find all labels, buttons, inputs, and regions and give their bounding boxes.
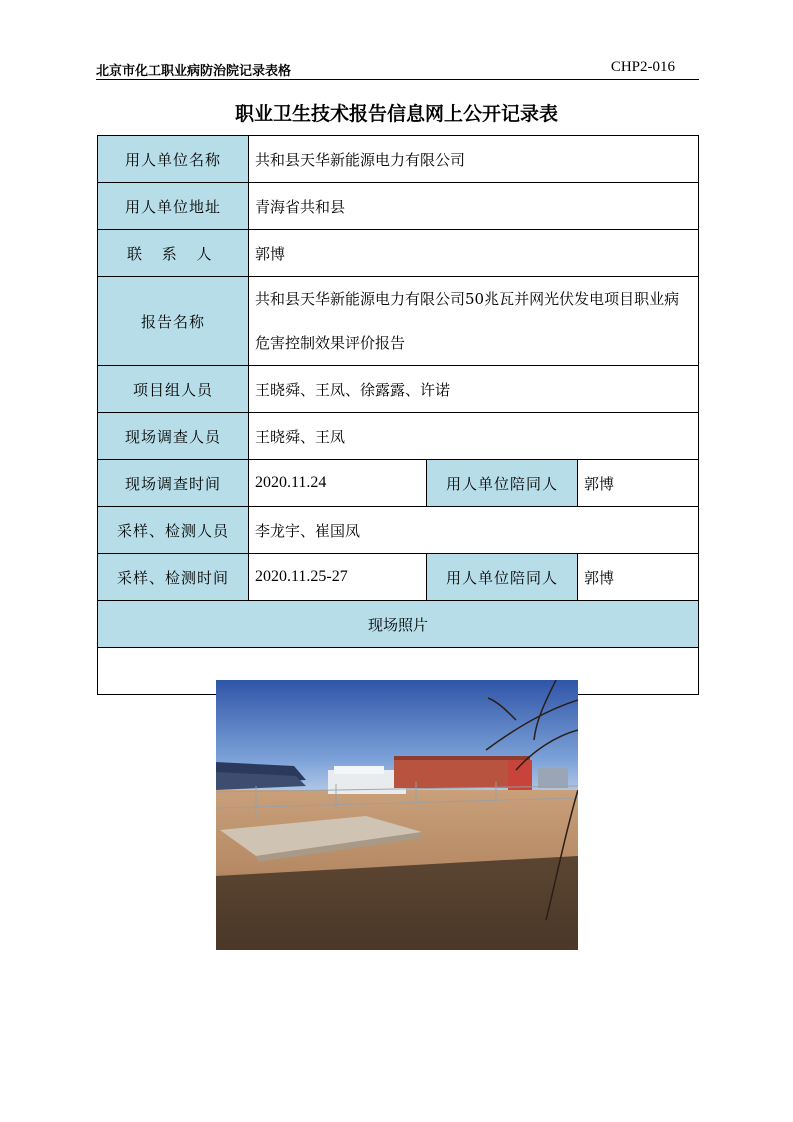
sampling-staff-label: 采样、检测人员 (98, 507, 249, 554)
row-employer-name (98, 136, 699, 183)
employer-address-label: 用人单位地址 (98, 183, 249, 230)
sampling-staff-value: 李龙宇、崔国凤 (249, 507, 699, 554)
photo-cell (98, 648, 699, 695)
site-survey-staff-label: 现场调查人员 (98, 413, 249, 460)
row-contact (98, 230, 699, 277)
project-members-value: 王晓舜、王凤、徐露露、许诺 (249, 366, 699, 413)
row-site-survey-time (98, 460, 699, 507)
site-escort-value-1: 郭博 (578, 460, 699, 507)
report-name-label: 报告名称 (98, 277, 249, 366)
row-employer-address (98, 183, 699, 230)
employer-name-value: 共和县天华新能源电力有限公司 (249, 136, 699, 183)
site-escort-value-2: 郭博 (578, 554, 699, 601)
row-sampling-time (98, 554, 699, 601)
employer-name-label: 用人单位名称 (98, 136, 249, 183)
report-name-value: 共和县天华新能源电力有限公司50兆瓦并网光伏发电项目职业病危害控制效果评价报告 (249, 277, 699, 366)
site-photo (216, 680, 578, 950)
row-site-survey-staff (98, 413, 699, 460)
header-divider (96, 79, 699, 80)
record-table (97, 135, 699, 695)
row-report-name (98, 277, 699, 366)
sampling-time-value: 2020.11.25-27 (249, 554, 427, 601)
form-code: CHP2-016 (610, 59, 675, 75)
contact-label: 联 系 人 (98, 230, 249, 277)
site-survey-time-value: 2020.11.24 (249, 460, 427, 507)
row-sampling-staff (98, 507, 699, 554)
employer-address-value: 青海省共和县 (249, 183, 699, 230)
row-photo-header (98, 601, 699, 648)
site-escort-label-2: 用人单位陪同人 (427, 554, 578, 601)
site-survey-time-label: 现场调查时间 (98, 460, 249, 507)
row-project-members (98, 366, 699, 413)
site-survey-staff-value: 王晓舜、王凤 (249, 413, 699, 460)
project-members-label: 项目组人员 (98, 366, 249, 413)
contact-value: 郭博 (249, 230, 699, 277)
header-organization: 北京市化工职业病防治院记录表格 (96, 64, 292, 79)
site-escort-label-1: 用人单位陪同人 (427, 460, 578, 507)
photo-section-label: 现场照片 (98, 601, 699, 648)
page-title: 职业卫生技术报告信息网上公开记录表 (234, 103, 558, 125)
sampling-time-label: 采样、检测时间 (98, 554, 249, 601)
row-photo (98, 648, 699, 695)
